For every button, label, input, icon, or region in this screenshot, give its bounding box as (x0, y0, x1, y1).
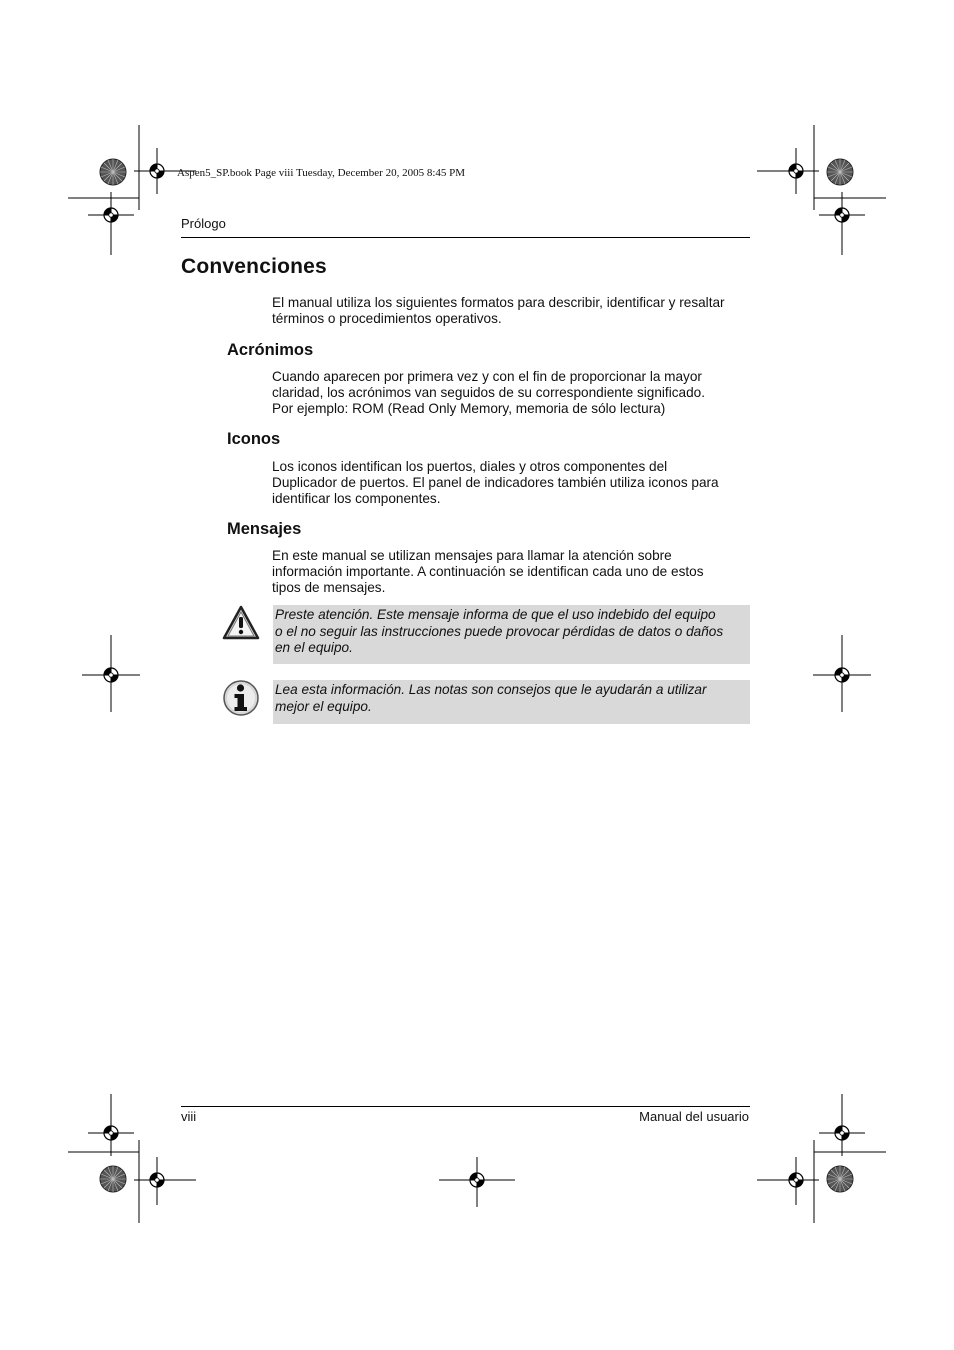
subsection-heading-iconos: Iconos (227, 430, 281, 448)
callout-line: Lea esta información. Las notas son consejos que le ayudarán a utilizar (275, 682, 707, 697)
callout-line: mejor el equipo. (275, 698, 372, 714)
warning-triangle-icon (222, 605, 260, 641)
subsection-heading-acronimos: Acrónimos (227, 341, 314, 359)
running-header: Prólogo (181, 216, 226, 231)
paragraph-line: identificar los componentes. (272, 491, 441, 506)
print-slug: Aspen5_SP.book Page viii Tuesday, December 20, 2005 8:45 PM (177, 167, 466, 179)
subsection-heading-mensajes: Mensajes (227, 520, 302, 538)
paragraph-line: información importante. A continuación se identifican cada uno de estos (272, 564, 704, 579)
paragraph-line: Por ejemplo: ROM (Read Only Memory, memoria de sólo lectura) (272, 401, 666, 416)
footer-rule (181, 1106, 750, 1107)
info-icon (222, 679, 260, 717)
callout-line: Preste atención. Este mensaje informa de que el uso indebido del equipo (275, 607, 716, 622)
paragraph-line: En este manual se utilizan mensajes para llamar la atención sobre (272, 548, 672, 563)
warning-message (273, 605, 750, 664)
callout-line: o el no seguir las instrucciones puede provocar pérdidas de datos o daños (275, 623, 724, 639)
mensajes-paragraph (272, 548, 752, 596)
intro-paragraph (272, 295, 752, 327)
intro-line: términos o procedimientos operativos. (272, 311, 502, 326)
callout-line: en el equipo. (275, 640, 353, 655)
header-rule (181, 237, 750, 238)
page-number: viii (181, 1109, 197, 1124)
iconos-paragraph (272, 459, 752, 507)
paragraph-line: Duplicador de puertos. El panel de indicadores también utiliza iconos para (272, 475, 719, 490)
paragraph-line: tipos de mensajes. (272, 580, 386, 595)
intro-line: El manual utiliza los siguientes formatos para describir, identificar y resaltar (272, 295, 725, 310)
paragraph-line: Cuando aparecen por primera vez y con el fin de proporcionar la mayor (272, 369, 702, 384)
manual-title: Manual del usuario (639, 1109, 749, 1124)
info-message (273, 680, 750, 724)
paragraph-line: claridad, los acrónimos van seguidos de su correspondiente significado. (272, 385, 705, 400)
acronimos-paragraph (272, 369, 752, 417)
section-title: Convenciones (181, 255, 327, 278)
paragraph-line: Los iconos identifican los puertos, diales y otros componentes del (272, 459, 668, 474)
